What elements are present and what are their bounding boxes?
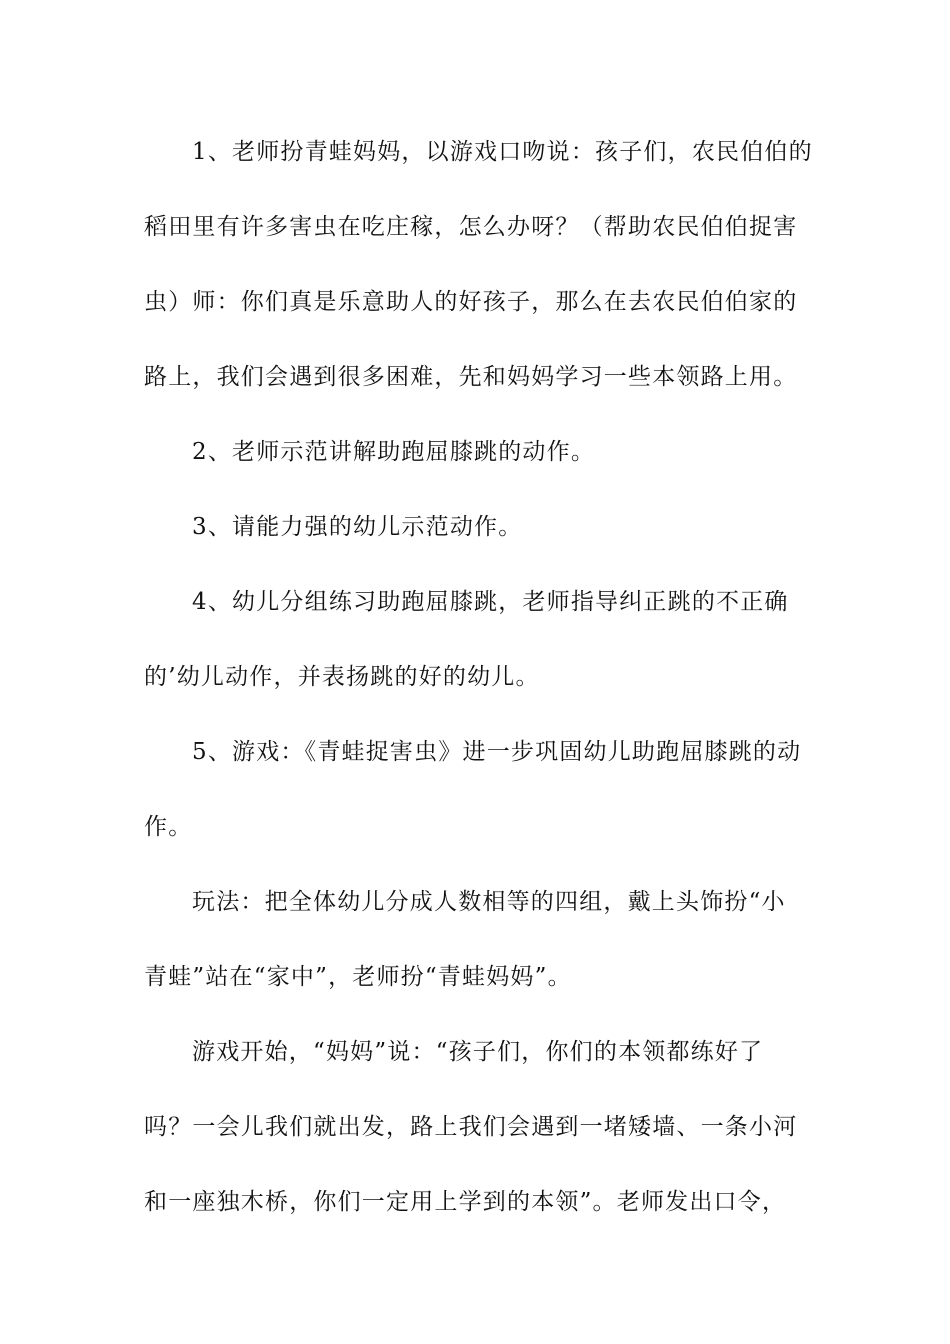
text-line: 作。 xyxy=(144,814,193,840)
text-line: 吗？一会儿我们就出发，路上我们会遇到一堵矮墙、一条小河 xyxy=(144,1114,798,1140)
text-line: 的’幼儿动作，并表扬跳的好的幼儿。 xyxy=(144,664,540,690)
text-line: 2、老师示范讲解助跑屈膝跳的动作。 xyxy=(192,439,596,465)
text-line: 5、游戏：《青蛙捉害虫》进一步巩固幼儿助跑屈膝跳的动 xyxy=(192,739,802,765)
text-line: 稻田里有许多害虫在吃庄稼，怎么办呀？（帮助农民伯伯捉害 xyxy=(144,214,798,240)
text-line: 路上，我们会遇到很多困难，先和妈妈学习一些本领路上用。 xyxy=(144,364,798,390)
text-line: 青蛙”站在“家中”，老师扮“青蛙妈妈”。 xyxy=(144,964,572,990)
text-line: 和一座独木桥，你们一定用上学到的本领”。老师发出口令， xyxy=(144,1189,787,1215)
text-line: 玩法：把全体幼儿分成人数相等的四组，戴上头饰扮“小 xyxy=(192,889,786,915)
text-line: 虫）师：你们真是乐意助人的好孩子，那么在去农民伯伯家的 xyxy=(144,289,798,315)
text-line: 4、幼儿分组练习助跑屈膝跳，老师指导纠正跳的不正确 xyxy=(192,589,789,615)
text-line: 3、请能力强的幼儿示范动作。 xyxy=(192,514,523,540)
text-line: 游戏开始，“妈妈”说：“孩子们，你们的本领都练好了 xyxy=(192,1039,764,1065)
text-line: 1、老师扮青蛙妈妈，以游戏口吻说：孩子们，农民伯伯的 xyxy=(192,139,813,165)
